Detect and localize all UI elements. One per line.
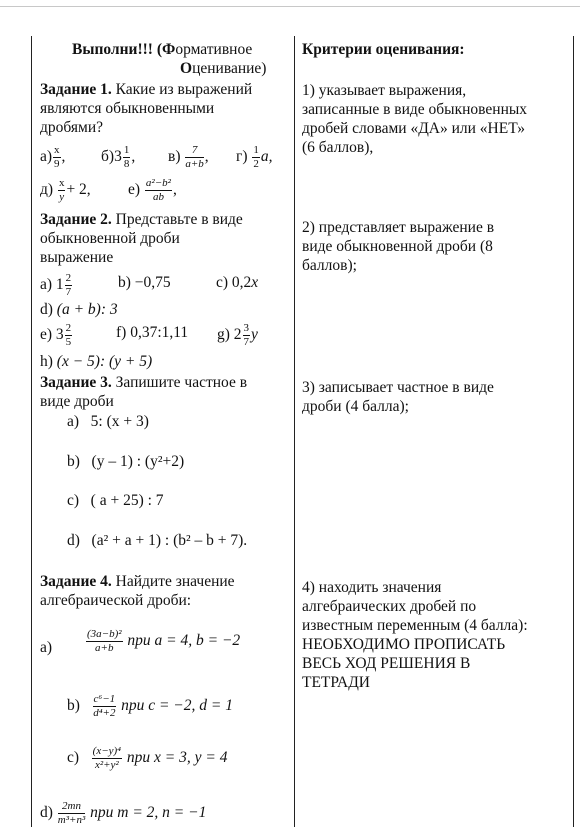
criteria-1-line: записанные в виде обыкновенных: [302, 101, 528, 118]
criteria-1-line: (6 баллов),: [302, 139, 374, 156]
task2-item-c: c) 0,2x: [216, 274, 259, 291]
task4-item-a-label: a): [40, 639, 53, 656]
criteria-header: Критерии оценивания:: [302, 41, 465, 58]
task4-text: алгебраической дроби:: [40, 592, 192, 609]
task1-item-g: г) $\frac{1}{2}$ a,: [236, 144, 273, 170]
criteria-2-line: виде обыкновенной дроби (8: [302, 238, 493, 255]
task1-item-e: е) $\frac{\text{a²−b²}}{ab}$ ,: [128, 177, 177, 203]
task4-heading: Задание 4. Найдите значение: [40, 573, 235, 590]
criteria-4-line: алгебраических дробей по: [302, 598, 477, 615]
task2-item-d: d) (a + b): 3: [40, 301, 118, 318]
task3-heading: Задание 3. Запишите частное в: [40, 374, 248, 391]
task2-item-e: e) 3 $\frac{2}{5}$: [40, 322, 72, 348]
task2-item-f: f) 0,37:1,11: [116, 324, 189, 341]
task2-heading: Задание 2. Представьте в виде: [40, 211, 243, 228]
task4-item-b: b) $\frac{\text{c⁶−1}}{\text{d⁴+2}}$ при c = −2, d = 1: [67, 693, 233, 719]
task3-text: виде дроби: [40, 393, 114, 410]
task3-item-a: a) 5: (x + 3): [67, 413, 149, 430]
criteria-4-line: ТЕТРАДИ: [302, 674, 371, 691]
criteria-4-line: известным переменным (4 балла):: [302, 617, 528, 634]
table-column-divider: [294, 36, 295, 827]
task1-text: являются обыкновенными: [40, 100, 215, 117]
task3-item-c: c) ( a + 25) : 7: [67, 492, 164, 509]
criteria-1-line: 1) указывает выражения,: [302, 82, 467, 99]
task2-item-a: a) 1 $\frac{2}{7}$: [40, 272, 72, 298]
criteria-4-line: НЕОБХОДИМО ПРОПИСАТЬ: [302, 636, 506, 653]
task1-heading: Задание 1. Какие из выражений: [40, 81, 253, 98]
task1-item-v: в) $\frac{7}{a+b}$ ,: [168, 144, 209, 170]
left-header-line1: Выполни!!! (Формативное: [72, 41, 253, 58]
task4-item-a: $\frac{\text{(3a−b)²}}{a+b}$ при a = 4, b = −2: [87, 628, 241, 654]
task2-item-g: g) 2 $\frac{3}{7}$ y: [217, 322, 258, 348]
task2-text: обыкновенной дроби: [40, 230, 180, 247]
top-border: [0, 6, 580, 7]
table-left-border: [31, 36, 32, 827]
task1-item-d: д) $\frac{x}{y}$ + 2,: [40, 177, 91, 203]
task3-item-d: d) (a² + a + 1) : (b² – b + 7).: [67, 532, 248, 549]
left-header-line2: Оценивание): [180, 60, 267, 77]
task2-item-b: b) −0,75: [118, 274, 171, 291]
criteria-4-line: 4) находить значения: [302, 579, 442, 596]
task4-item-c: c) $\frac{\text{(x−y)⁴}}{\text{x²+y²}}$ при x = 3, y = 4: [67, 745, 228, 771]
task2-item-h: h) (x − 5): (y + 5): [40, 353, 153, 370]
task2-text: выражение: [40, 249, 114, 266]
criteria-2-line: 2) представляет выражение в: [302, 219, 495, 236]
task1-item-b: б)3 $\frac{1}{8}$ ,: [101, 144, 136, 170]
criteria-3-line: 3) записывает частное в виде: [302, 379, 494, 396]
table-right-border: [573, 36, 574, 827]
criteria-1-line: дробей словами «ДА» или «НЕТ»: [302, 120, 526, 137]
task1-item-a: а) $\frac{x}{9}$ ,: [40, 144, 66, 170]
criteria-2-line: баллов);: [302, 257, 357, 274]
criteria-3-line: дроби (4 балла);: [302, 398, 409, 415]
task1-text: дробями?: [40, 119, 103, 136]
task3-item-b: b) (y – 1) : (y²+2): [67, 453, 185, 470]
criteria-4-line: ВЕСЬ ХОД РЕШЕНИЯ В: [302, 655, 471, 672]
task4-item-d: d) $\frac{2mn}{\text{m³+n³}}$ при m = 2, n = −1: [40, 800, 207, 826]
